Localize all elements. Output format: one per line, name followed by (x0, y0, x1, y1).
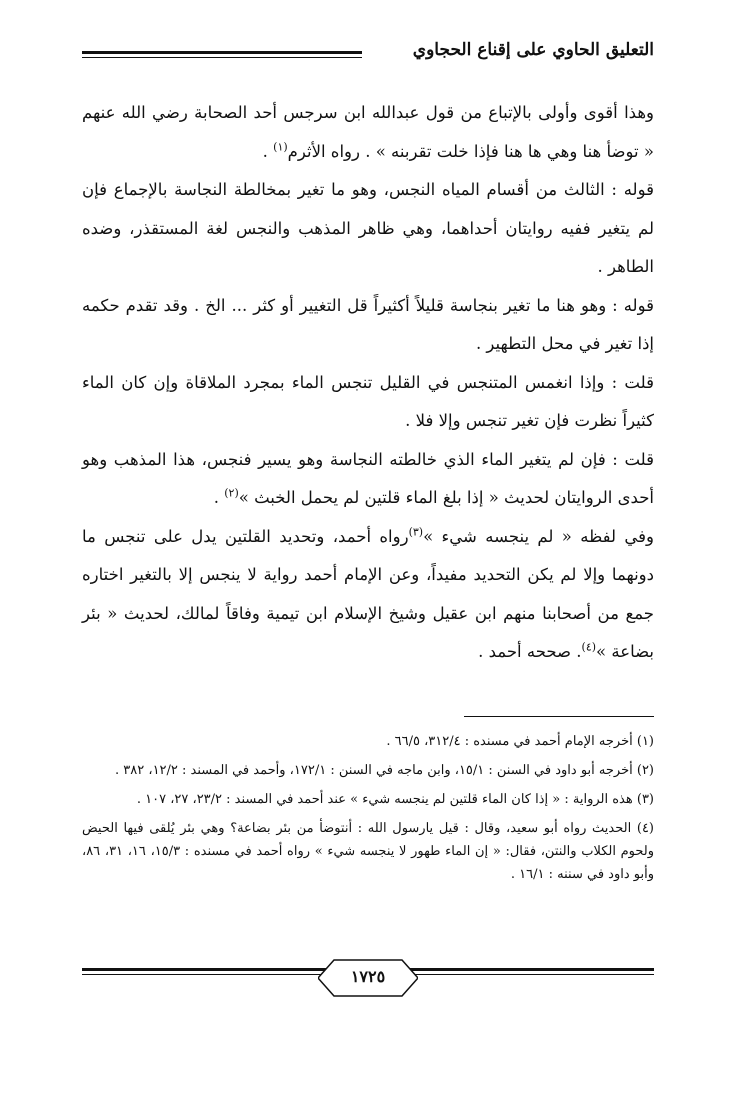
paragraph-1: وهذا أقوى وأولى بالإتباع من قول عبدالله ابن سرجس أحد الصحابة رضي الله عنهم « توضأ هنا وهي ها هنا فإذا خلت تقربنه » . رواه الأثرم$^{(١)}$ . (82, 103, 654, 161)
paragraph-5: قلت : فإن لم يتغير الماء الذي خالطته النجاسة وهو يسير فنجس، هذا المذهب وهو أحدى الروايتان لحديث « إذا بلغ الماء قلتين لم يحمل الخبث »$^{(٢)}$ . (82, 449, 654, 507)
page-footer (82, 958, 654, 1010)
running-header (82, 38, 654, 70)
footnote-1: (١) أخرجه الإمام أحمد في مسنده : ٣١٢/٤، ٦٦/٥ . (386, 734, 654, 749)
page-number-frame (318, 958, 418, 998)
header-title: التعليق الحاوي على إقناع الحجاوي (412, 40, 654, 60)
footnote-ref-2: (٢) (224, 486, 239, 500)
footnotes (82, 730, 654, 892)
main-text (82, 94, 654, 672)
footnote-separator (464, 716, 654, 717)
footnote-ref-1: (١) (273, 140, 288, 153)
paragraph-4: قلت : وإذا انغمس المتنجس في القليل تنجس الماء بمجرد الملاقاة وإن كان الماء كثيراً نظرت فإن تغير تنجس وإلا فلا . (82, 372, 654, 430)
footnote-ref-3: (٣) (408, 525, 424, 538)
paragraph-3: قوله : وهو هنا ما تغير بنجاسة قليلاً أكثيراً قل التغيير أو كثر ... الخ . وقد تقدم حكمه إذا تغير في محل التطهير . (82, 295, 654, 353)
page-number: ١٧٢٥ (350, 967, 386, 986)
paragraph-2: قوله : الثالث من أقسام المياه النجس، وهو ما تغير بمخالطة النجاسة بالإجماع فإن لم يتغير ففيه روايتان أحداهما، وهي ظاهر المذهب والنجس لغة المستقذر، وضده الطاهر . (82, 180, 654, 276)
footnote-3: (٣) هذه الرواية : « إذا كان الماء قلتين لم ينجسه شيء » عند أحمد في المسند : ٢٣/٢، ٢٧، ١٠٧ . (136, 792, 654, 807)
header-rule (82, 51, 362, 58)
paragraph-6: وفي لفظه « لم ينجسه شيء »$^{(٣)}$رواه أحمد، وتحديد القلتين يدل على تنجس ما دونهما وإلا لم يكن التحديد مفيداً، وعن الإمام أحمد رواية لا ينجس إلا بالتغير اختاره جمع من أصحابنا منهم ابن عقيل وشيخ الإسلام ابن تيمية وفاقاً لمالك، لحديث « بئر بضاعة »$^{(٤)}$. صححه أحمد . (82, 525, 654, 661)
footnote-2: (٢) أخرجه أبو داود في السنن : ١٥/١، وابن ماجه في السنن : ١٧٢/١، وأحمد في المسند : ١٢/٢، ٣٨٢ . (115, 763, 654, 778)
footnote-4: (٤) الحديث رواه أبو سعيد، وقال : قيل يارسول الله : أنتوضأ من بئر بضاعة؟ وهي بئر يُلقى فيها الحيض ولحوم الكلاب والنتن، فقال: « إن الماء طهور لا ينجسه شيء » رواه أحمد في مسنده : ١٥/٣، ١٦، ٣١، ٨٦، وأبو داود في سننه : ١٦/١ . (82, 821, 655, 882)
footnote-ref-4: (٤) (581, 640, 597, 654)
